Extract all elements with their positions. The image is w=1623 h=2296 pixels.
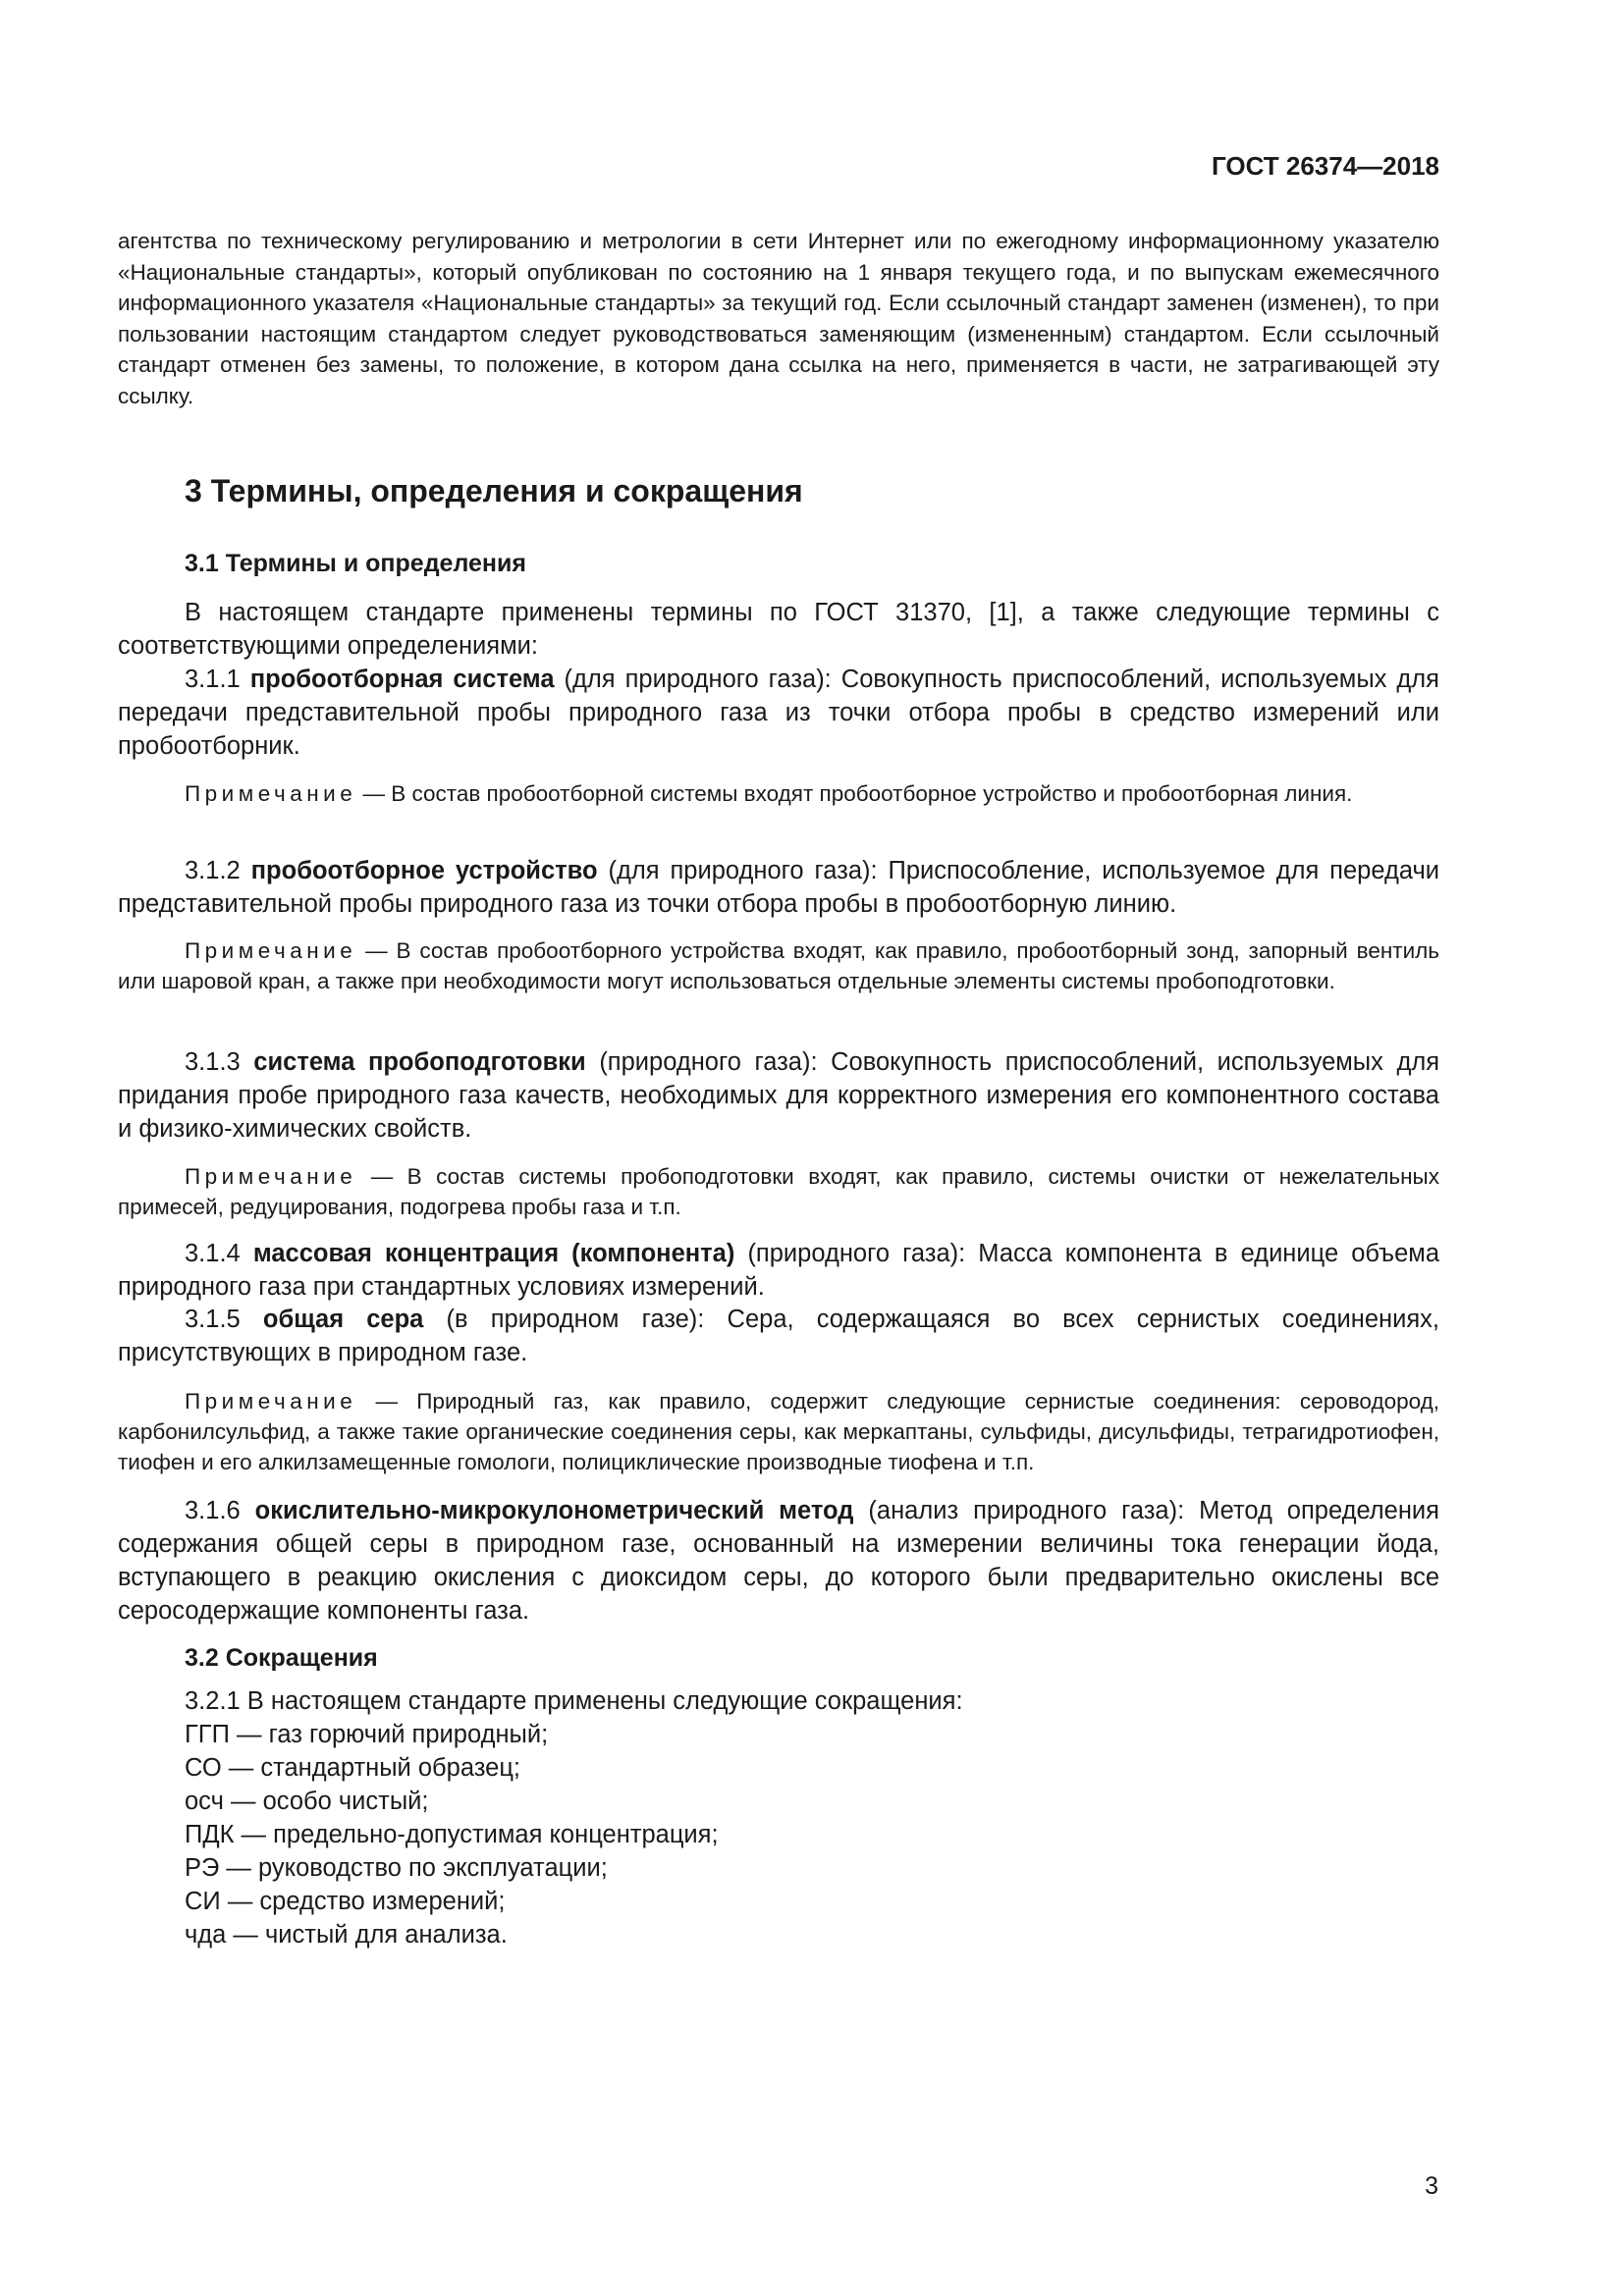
note-label: Примечание: [185, 938, 357, 963]
term-3-1-5: [118, 1303, 1439, 1369]
note-text: — Природный газ, как правило, содержит следующие сернистые соединения: сероводород, карбонилсульфид, а также такие органические соединения серы, как меркаптаны, сульфиды, дисульфиды, тетрагидротиофен, тиофен и его алкилзамещенные гомологи, полициклические производные тиофена и т.п.: [118, 1389, 1439, 1474]
section-3-1-lead: В настоящем стандарте применены термины по ГОСТ 31370, [1], а также следующие термины с соответствующими определениями:: [118, 599, 1439, 660]
note-label: Примечание: [185, 1164, 357, 1189]
term-number: 3.1.3: [185, 1048, 241, 1076]
note-text: — В состав системы пробоподготовки входят, как правило, системы очистки от нежелательных примесей, редуцирования, подогрева пробы газа и т.п.: [118, 1164, 1439, 1219]
note-3-1-3: [118, 1161, 1439, 1222]
term-number: 3.1.4: [185, 1240, 241, 1267]
abbreviation-list-lead: 3.2.1 В настоящем стандарте применены следующие сокращения:: [185, 1687, 963, 1715]
page-number: 3: [1425, 2172, 1438, 2200]
term-number: 3.1.5: [185, 1306, 241, 1333]
abbreviation-item: СИ — средство измерений;: [185, 1888, 506, 1915]
abbreviation-item: чда — чистый для анализа.: [185, 1921, 508, 1949]
note-label: Примечание: [185, 1389, 357, 1414]
term-3-1-1: [118, 663, 1439, 763]
term-definition: (для природного газа): Приспособление, используемое для передачи представительной пробы природного газа из точки отбора пробы в пробоотборную линию.: [118, 857, 1439, 918]
term-number: 3.1.1: [185, 666, 241, 693]
term-number: 3.1.2: [185, 857, 241, 884]
abbreviation-item: СО — стандартный образец;: [185, 1754, 521, 1782]
term-definition: (в природном газе): Сера, содержащаяся во всех сернистых соединениях, присутствующих в природном газе.: [118, 1306, 1439, 1366]
term-name: пробоотборная система: [249, 666, 555, 693]
term-name: общая сера: [262, 1306, 424, 1333]
note-3-1-1: [118, 778, 1439, 809]
term-definition: (природного газа): Масса компонента в единице объема природного газа при стандартных условиях измерений.: [118, 1240, 1439, 1301]
note-text: — В состав пробоотборной системы входят пробоотборное устройство и пробоотборная линия.: [362, 781, 1353, 806]
abbreviation-item: РЭ — руководство по эксплуатации;: [185, 1854, 608, 1882]
term-3-1-6: [118, 1494, 1439, 1628]
note-3-1-2: [118, 935, 1439, 996]
term-name: окислительно-микрокулонометрический метод: [254, 1497, 854, 1524]
section-3-2-title: 3.2 Сокращения: [185, 1644, 378, 1672]
term-3-1-3: [118, 1045, 1439, 1146]
note-3-1-5: [118, 1386, 1439, 1477]
term-name: пробоотборное устройство: [250, 857, 598, 884]
note-text: — В состав пробоотборного устройства входят, как правило, пробоотборный зонд, запорный вентиль или шаровой кран, а также при необходимости могут использоваться отдельные элементы системы пробоподготовки.: [118, 938, 1439, 993]
abbreviation-item: ПДК — предельно-допустимая концентрация;: [185, 1821, 719, 1848]
term-name: система пробоподготовки: [253, 1048, 586, 1076]
term-3-1-4: [118, 1237, 1439, 1304]
section-3-title: 3 Термины, определения и сокращения: [185, 473, 803, 508]
note-label: Примечание: [185, 781, 357, 806]
abbreviation-item: осч — особо чистый;: [185, 1788, 429, 1815]
document-header: ГОСТ 26374—2018: [1212, 151, 1439, 181]
term-name: массовая концентрация (компонента): [252, 1240, 735, 1267]
term-definition: (для природного газа): Совокупность приспособлений, используемых для передачи представительной пробы природного газа из точки отбора пробы в средство измерений или пробоотборник.: [118, 666, 1439, 760]
section-3-1-title: 3.1 Термины и определения: [185, 550, 526, 577]
term-number: 3.1.6: [185, 1497, 241, 1524]
abbreviation-list: [185, 1684, 963, 1951]
intro-paragraph: агентства по техническому регулированию и метрологии в сети Интернет или по ежегодному информационному указателю «Национальные стандарты», который опубликован по состоянию на 1 января текущего года, и по выпускам ежемесячного информационного указателя «Национальные стандарты» за текущий год. Если ссылочный стандарт заменен (изменен), то при пользовании настоящим стандартом следует руководствоваться заменяющим (измененным) стандартом. Если ссылочный стандарт отменен без замены, то положение, в котором дана ссылка на него, применяется в части, не затрагивающей эту ссылку.: [118, 229, 1439, 408]
abbreviation-item: ГГП — газ горючий природный;: [185, 1721, 549, 1748]
term-definition: (природного газа): Совокупность приспособлений, используемых для придания пробе природного газа качеств, необходимых для корректного измерения его компонентного состава и физико-химических свойств.: [118, 1048, 1440, 1143]
term-3-1-2: [118, 854, 1439, 921]
term-definition: (анализ природного газа): Метод определения содержания общей серы в природном газе, основанный на измерении величины тока генерации йода, вступающего в реакцию окисления с диоксидом серы, до которого были предварительно окислены все серосодержащие компоненты газа.: [118, 1497, 1439, 1625]
